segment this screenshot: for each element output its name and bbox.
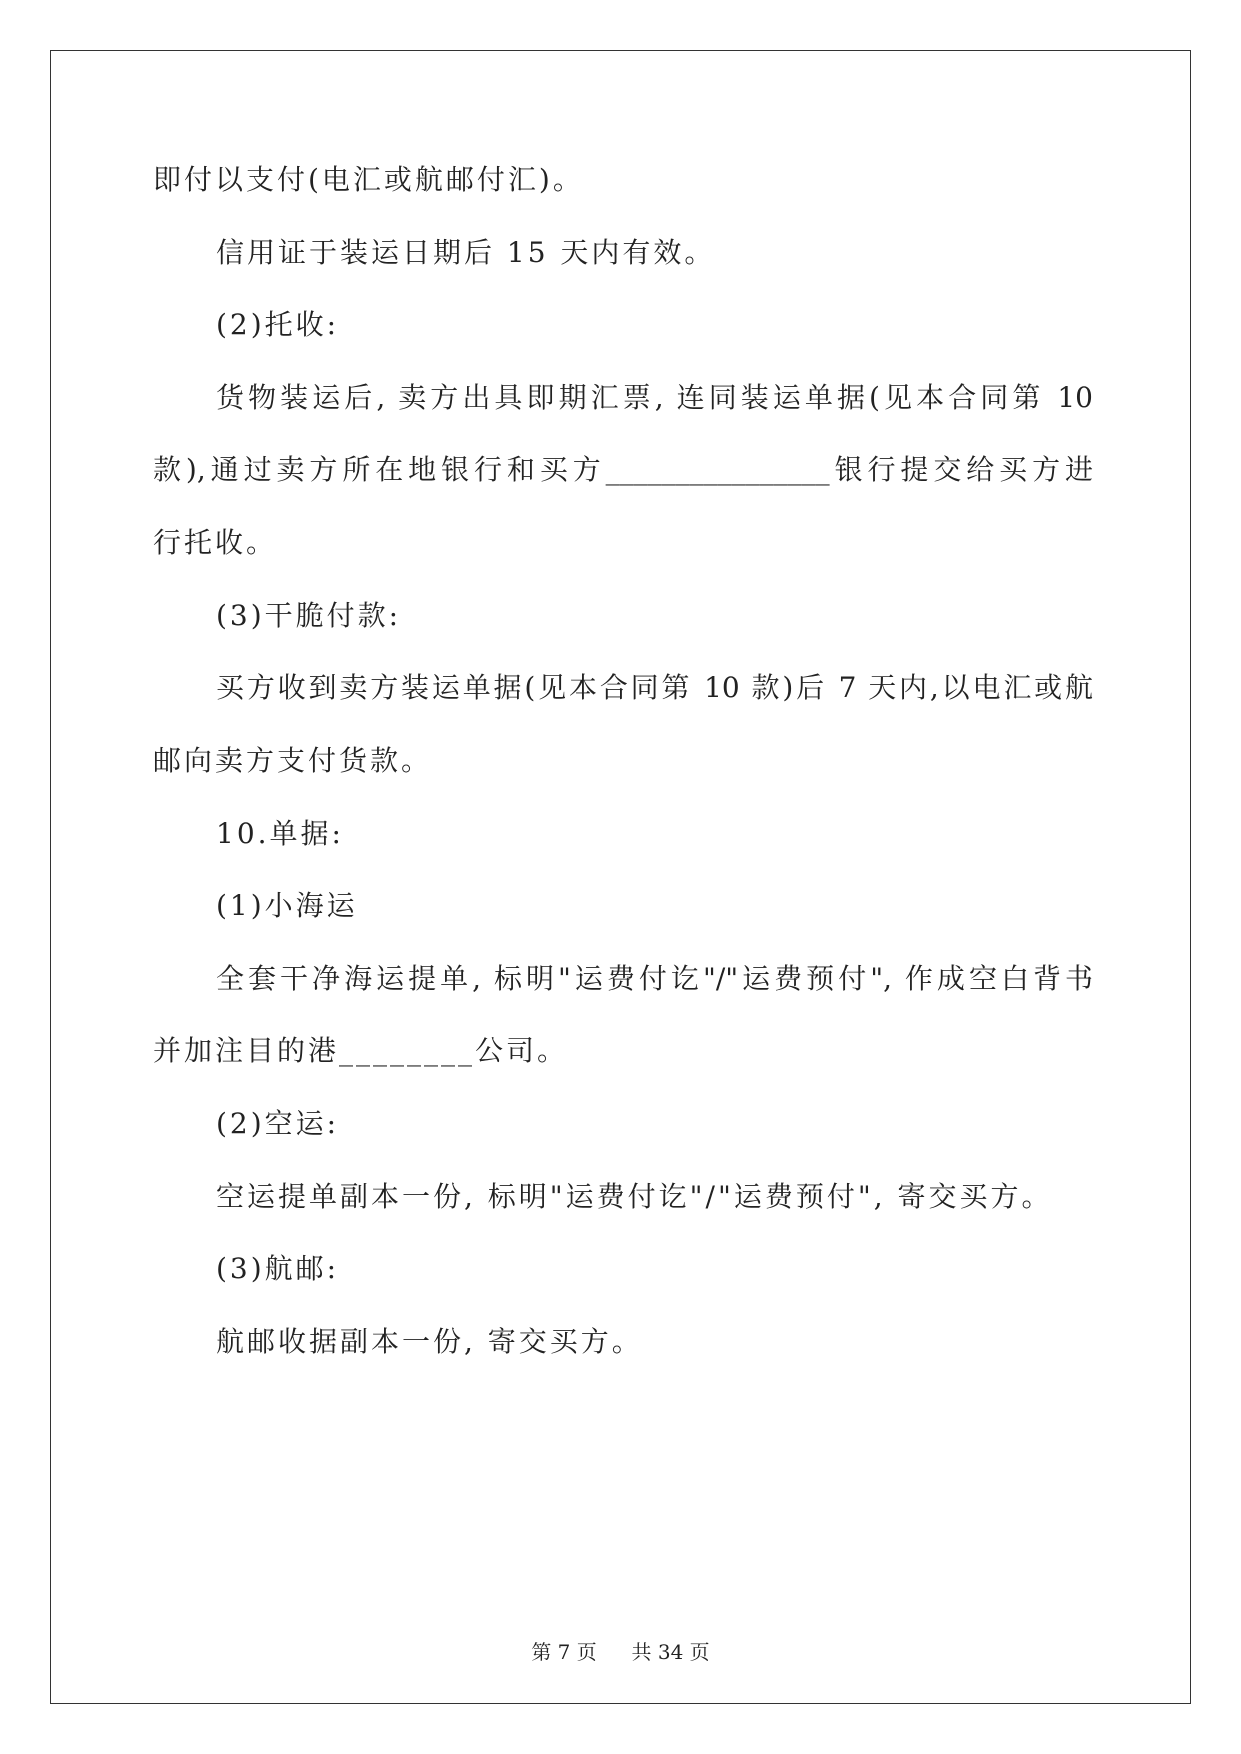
text-line: 全套干净海运提单, 标明"运费付讫"/"运费预付", 作成空白背书 (216, 962, 1093, 995)
page-border (50, 50, 1191, 1704)
text-line: 并加注目的港________公司。 (153, 1034, 569, 1067)
text-line: (1)小海运 (216, 889, 358, 922)
text-line: 货物装运后, 卖方出具即期汇票, 连同装运单据(见本合同第 10 (216, 381, 1093, 414)
text-line: (2)空运: (216, 1107, 340, 1140)
text-line: 买方收到卖方装运单据(见本合同第 10 款)后 7 天内,以电汇或航 (216, 671, 1093, 704)
text-line: 空运提单副本一份, 标明"运费付讫"/"运费预付", 寄交买方。 (216, 1180, 1053, 1213)
section-heading: 10.单据: (216, 817, 344, 850)
page-total: 共 34 页 (631, 1640, 710, 1664)
text-line: 即付以支付(电汇或航邮付汇)。 (153, 163, 584, 196)
text-line: 款),通过卖方所在地银行和买方________________银行提交给买方进 (153, 453, 1093, 486)
text-line: 航邮收据副本一份, 寄交买方。 (216, 1325, 643, 1358)
text-line: 邮向卖方支付货款。 (153, 744, 433, 777)
text-line: 行托收。 (153, 526, 278, 559)
page-footer (0, 1638, 1241, 1666)
text-line: 信用证于装运日期后 15 天内有效。 (216, 236, 716, 269)
text-line: (3)航邮: (216, 1252, 340, 1285)
text-line: (2)托收: (216, 308, 340, 341)
text-line: (3)干脆付款: (216, 599, 402, 632)
page-number: 第 7 页 (531, 1640, 597, 1664)
